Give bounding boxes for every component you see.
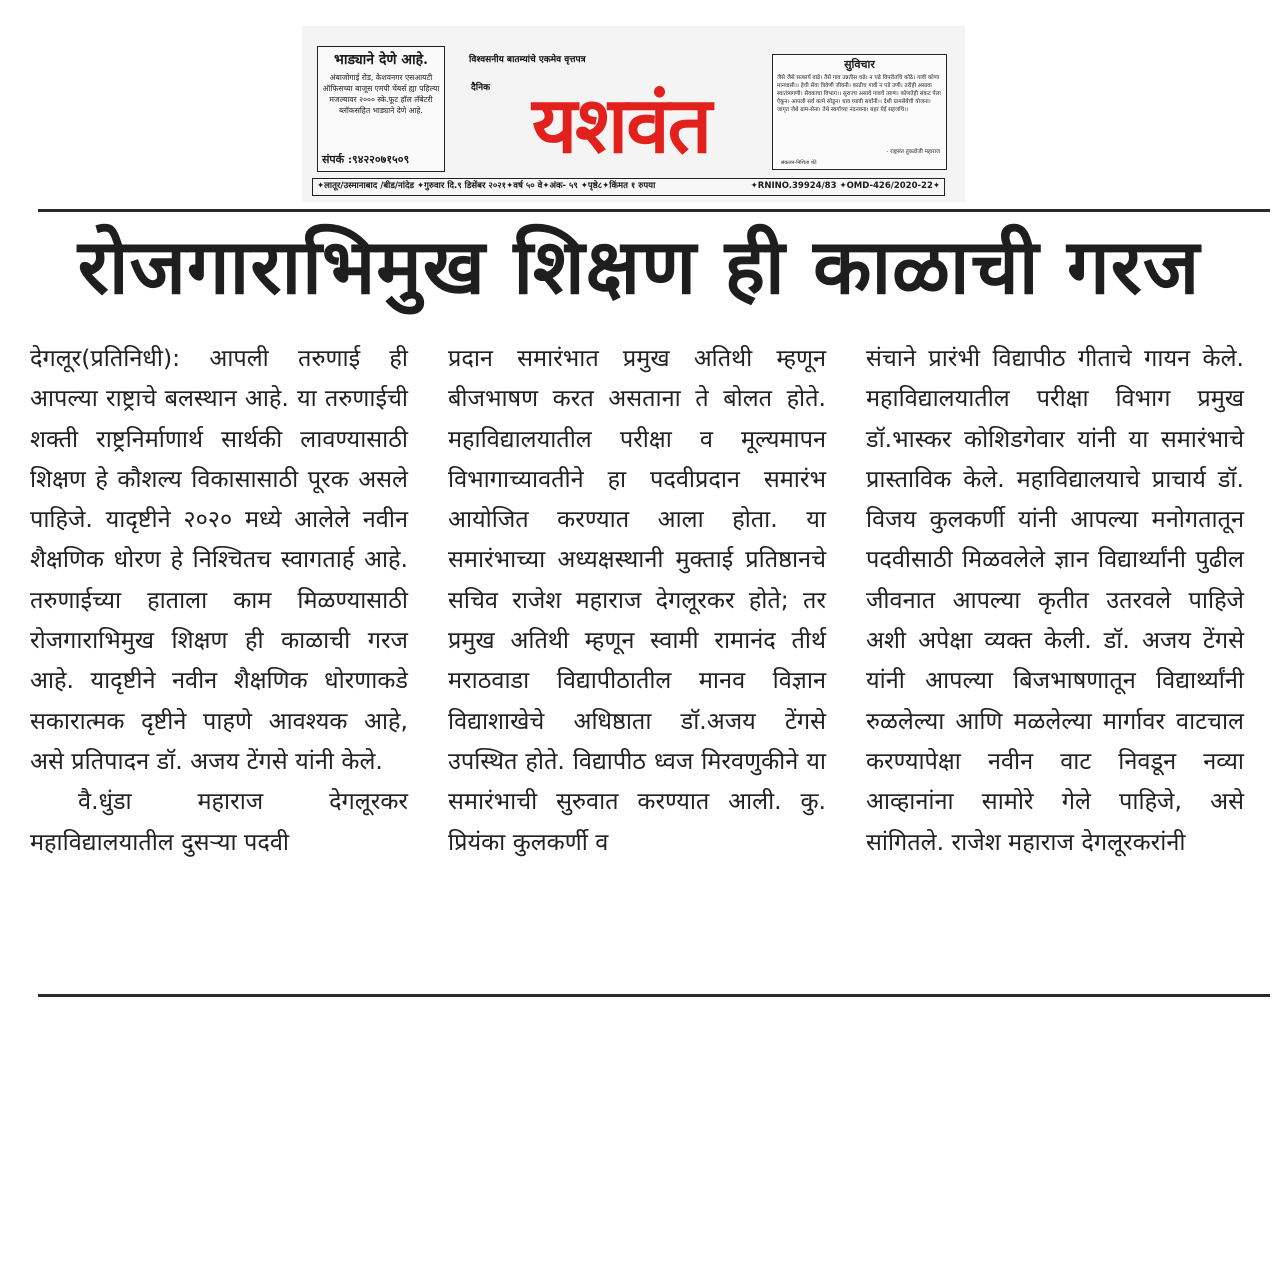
ad-contact: संपर्क :९४२२०७१५०९ xyxy=(322,153,410,166)
article-paragraph: प्रदान समारंभात प्रमुख अतिथी म्हणून बीजभाषण करत असताना ते बोलत होते. महाविद्यालयातील परीक्षा व मूल्यमापन विभागाच्यावतीने हा पदवीप्रदान समारंभ आयोजित करण्यात आला होता. या समारंभाच्या अध्यक्षस्थानी मुक्ताई प्रतिष्ठानचे सचिव राजेश महाराज देगलूरकर होते; तर प्रमुख अतिथी म्हणून स्वामी रामानंद तीर्थ मराठवाडा विद्यापीठातील मानव विज्ञान विद्याशाखेचे अधिष्ठाता डॉ.अजय टेंगसे उपस्थित होते. विद्यापीठ ध्वज मिरवणुकीने या समारंभाची सुरुवात करण्यात आली. कु. प्रियंका कुलकर्णी व xyxy=(448,344,826,856)
article-column-1 xyxy=(30,338,408,862)
article-paragraph: देगलूर(प्रतिनिधी): आपली तरुणाई ही आपल्या राष्ट्राचे बलस्थान आहे. या तरुणाईची शक्ती राष्ट्रनिर्माणार्थ सार्थकी लावण्यासाठी शिक्षण हे कौशल्य विकासासाठी पूरक असले पाहिजे. यादृष्टीने २०२० मध्ये आलेले नवीन शैक्षणिक धोरण हे निश्चितच स्वागतार्ह आहे. तरुणाईच्या हाताला काम मिळण्यासाठी रोजगाराभिमुख शिक्षण ही काळाची गरज आहे. यादृष्टीने नवीन शैक्षणिक धोरणाकडे सकारात्मक दृष्टीने पाहणे आवश्यक आहे, असे प्रतिपादन डॉ. अजय टेंगसे यांनी केले. xyxy=(30,344,408,775)
article-column-3 xyxy=(866,338,1244,862)
newspaper-brand xyxy=(465,48,765,178)
registration-info: ✦RNINO.39924/83 ✦OMD-426/2020-22✦ xyxy=(750,181,940,191)
article-headline: रोजगाराभिमुख शिक्षण ही काळाची गरज xyxy=(77,222,1201,311)
newspaper-logo: यशवंत xyxy=(531,81,711,171)
newspaper-masthead xyxy=(302,26,965,202)
daily-label: दैनिक xyxy=(471,83,491,93)
newspaper-tagline: विश्वसनीय बातम्यांचे एकमेव वृत्तपत्र xyxy=(469,55,586,65)
suvichar-credit: संकलन-निशिता शेटे xyxy=(781,160,817,166)
classified-ad-box xyxy=(317,46,445,172)
edition-info-bar xyxy=(312,178,945,196)
ad-body: अंबाजोगाई रोड, केशवनगर एसआयटी ऑफिसच्या बाजूस एमपी चेंबर्स ह्या पहिल्या मजल्यावर २००० स्के.फूट हॉल लॅबेटरी ब्लॉकसहित भाड्याने देणे आहे. xyxy=(322,73,440,115)
article-paragraph: संचाने प्रारंभी विद्यापीठ गीताचे गायन केले. महाविद्यालयातील परीक्षा विभाग प्रमुख डॉ.भास्कर कोशिडगेवार यांनी या समारंभाचे प्रास्ताविक केले. महाविद्यालयाचे प्राचार्य डॉ. विजय कुलकर्णी यांनी आपल्या मनोगतातून पदवीसाठी मिळवलेले ज्ञान विद्यार्थ्यांनी पुढील जीवनात आपल्या कृतीत उतरवले पाहिजे अशी अपेक्षा व्यक्त केली. डॉ. अजय टेंगसे यांनी आपल्या बिजभाषणातून विद्यार्थ्यांनी रुळलेल्या आणि मळलेल्या मार्गावर वाटचाल करण्यापेक्षा नवीन वाट निवडून नव्या आव्हानांना सामोरे गेले पाहिजे, असे सांगितले. राजेश महाराज देगलूरकरांनी xyxy=(866,344,1244,856)
suvichar-author: - राष्ट्रसंत तुकडोजी महाराज xyxy=(886,149,940,155)
article-column-2 xyxy=(448,338,826,862)
ad-title: भाड्याने देणे आहे. xyxy=(333,52,428,68)
thought-of-the-day-box xyxy=(772,54,947,170)
article-paragraph: वै.धुंडा महाराज देगलूरकर महाविद्यालयातील दुसऱ्या पदवी xyxy=(30,787,408,856)
edition-info-left: ✦लातूर/उस्मानाबाद /बीड/नांदेड ✦गुरुवार दि.९ डिसेंबर २०२१✦वर्ष ५० वे✦अंक- ५९ ✦पृष्ठे८✦किंमत १ रुपया xyxy=(317,181,656,191)
suvichar-title: सुविचार xyxy=(844,58,875,71)
suvichar-text: जैसे जैसे सत्कार्य वाढे। तैसे गाव उन्नतीस चढे। न चढे विपरीतचि कोठे। गावी कोणा मानवासी।। हेची सेवा त्रिवेणी जीवनी। काढीच गावी न पडे उणी। तरीही असावा स्वातंत्र्यगणी। सेवकाचा विभाग।। सुराज्य असावे गावचे तरुण। कोणतेही संकट पेला ऐकून। आपली सर्व कामे सोडून। धाव घ्यावी सर्वांनी।। देशी ग्रामसेवेची योजना। जागृत जेथे ग्राम-सेना। तेथे स्वर्गाच्या नंदनवना। बहर येई सहजचि।। xyxy=(777,75,941,113)
bottom-divider xyxy=(38,994,1270,997)
